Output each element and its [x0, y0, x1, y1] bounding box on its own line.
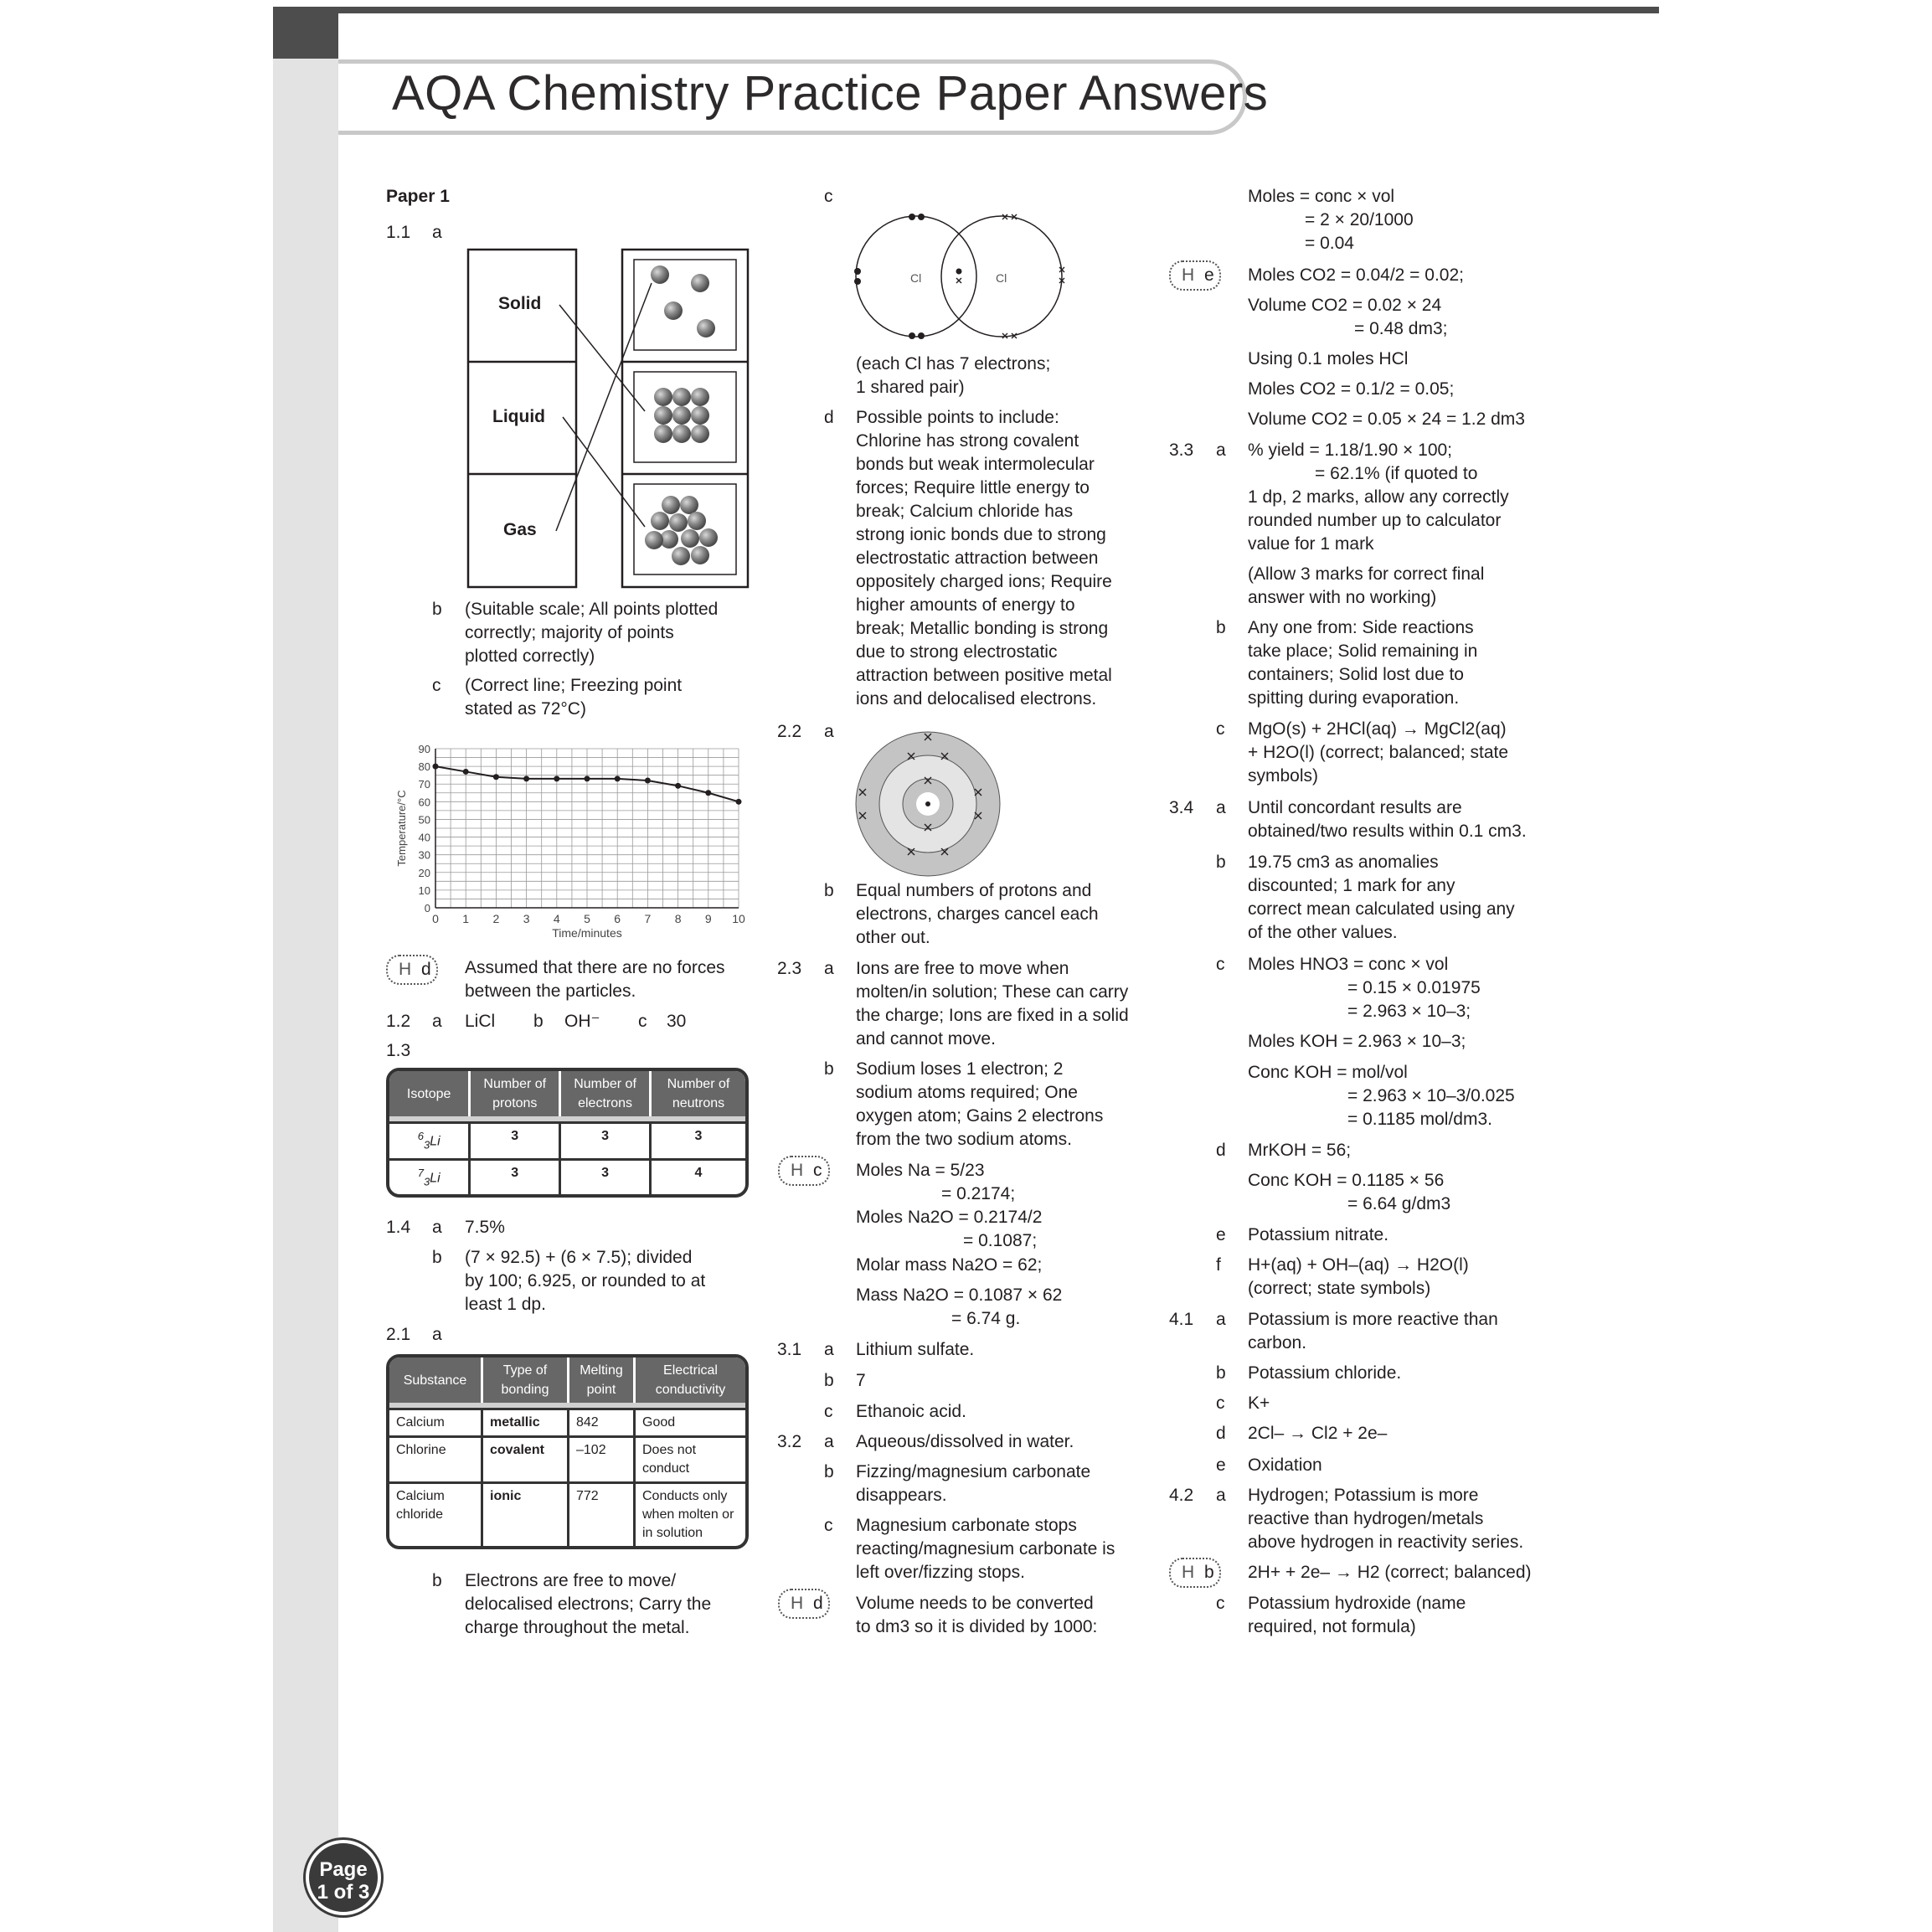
answer-line: (Suitable scale; All points plotted	[465, 600, 719, 619]
answer-line: Any one from: Side reactions	[1248, 618, 1474, 637]
atomic-number: 3	[423, 1138, 430, 1151]
answer-line: reacting/magnesium carbonate is	[856, 1539, 1115, 1558]
question-letter: b	[1216, 1363, 1226, 1383]
table-cell: –102	[569, 1435, 636, 1481]
data-point	[523, 775, 529, 781]
answer-line: Conc KOH = mol/vol	[1248, 1063, 1408, 1082]
answer-line: Possible points to include:	[856, 408, 1059, 427]
question-letter: d	[1216, 1141, 1226, 1160]
table-cell: 842	[569, 1408, 636, 1435]
bonding-table	[386, 1354, 749, 1549]
data-point	[675, 783, 681, 789]
answer-line: required, not formula)	[1248, 1617, 1416, 1636]
answer-line: electrons, charges cancel each	[856, 904, 1099, 924]
answer-line: other out.	[856, 928, 930, 947]
question-letter: e	[1216, 1225, 1226, 1244]
question-number: 4.2	[1169, 1486, 1194, 1505]
table-cell: metallic	[483, 1408, 569, 1435]
x-tick-label: 1	[462, 912, 470, 925]
data-point	[705, 790, 711, 796]
question-letter: a	[1216, 1310, 1226, 1329]
paper-heading: Paper 1	[386, 187, 450, 206]
question-letter: c	[1216, 719, 1225, 739]
higher-tier-badge	[778, 1589, 830, 1619]
question-letter: c	[824, 1402, 833, 1421]
answer-line: oppositely charged ions; Require	[856, 572, 1112, 591]
answer-line: (Allow 3 marks for correct final	[1248, 564, 1485, 584]
table-cell: ionic	[483, 1481, 569, 1546]
higher-tier-h: H	[399, 960, 412, 979]
higher-tier-h: H	[791, 1594, 804, 1613]
answer-line: to dm3 so it is divided by 1000:	[856, 1617, 1098, 1636]
question-number: 1.3	[386, 1041, 411, 1060]
question-number: 4.1	[1169, 1310, 1194, 1329]
answer-line: symbols)	[1248, 766, 1319, 786]
table-cell: 3	[561, 1121, 652, 1158]
electron-dots	[854, 214, 962, 339]
answer-line: carbon.	[1248, 1333, 1307, 1352]
question-number: 2.1	[386, 1325, 411, 1344]
question-letter: c	[824, 187, 833, 206]
table-header: Electrical conductivity	[636, 1358, 745, 1403]
answer-line: 19.75 cm3 as anomalies	[1248, 853, 1439, 872]
question-number: 1.4	[386, 1218, 411, 1237]
table-cell: Chlorine	[389, 1435, 483, 1481]
question-letter: b	[533, 1012, 544, 1031]
answer-line: = 2.963 × 10–3/0.025	[1347, 1086, 1515, 1105]
answer-line: ions and delocalised electrons.	[856, 689, 1097, 708]
answer-line: Conc KOH = 0.1185 × 56	[1248, 1171, 1445, 1190]
answer-text: K+	[1248, 1394, 1270, 1413]
atomic-number: 3	[423, 1175, 430, 1188]
question-letter: b	[824, 1059, 834, 1079]
answer-line: + H2O(l) (correct; balanced; state	[1248, 743, 1509, 762]
y-tick-label: 20	[418, 866, 430, 879]
answer-line: take place; Solid remaining in	[1248, 641, 1478, 661]
answer-line: Potassium hydroxide (name	[1248, 1594, 1466, 1613]
answer-line: Molar mass Na2O = 62;	[856, 1255, 1043, 1275]
mass-number: 6	[417, 1130, 424, 1142]
answer-line: Fizzing/magnesium carbonate	[856, 1462, 1091, 1481]
y-tick-label: 0	[424, 902, 430, 914]
answer-line: obtained/two results within 0.1 cm3.	[1248, 822, 1527, 841]
table-cell: 4	[652, 1158, 745, 1195]
table-header: Number of electrons	[561, 1071, 652, 1116]
state-label-solid: Solid	[498, 294, 542, 313]
data-point	[493, 774, 499, 780]
question-letter: a	[824, 1340, 834, 1359]
table-cell: Calcium	[389, 1408, 483, 1435]
isotope-symbol: $^7_3$Li	[389, 1158, 471, 1195]
answer-line: = 2.963 × 10–3;	[1347, 1002, 1471, 1021]
gas-particles	[651, 265, 715, 337]
answer-line: break; Calcium chloride has	[856, 502, 1074, 521]
atom-label: Cl	[996, 271, 1007, 285]
answer-line: = 2 × 20/1000	[1305, 210, 1414, 229]
x-tick-label: 9	[704, 912, 712, 925]
x-tick-label: 0	[432, 912, 439, 925]
table-header: Number of neutrons	[652, 1071, 745, 1116]
y-tick-label: 40	[418, 831, 430, 844]
data-point	[554, 775, 559, 781]
answer-line: Magnesium carbonate stops	[856, 1516, 1077, 1535]
y-tick-label: 70	[418, 778, 430, 791]
answer-line: Moles HNO3 = conc × vol	[1248, 955, 1449, 974]
answer-line: between the particles.	[465, 981, 636, 1001]
answer-line: = 62.1% (if quoted to	[1315, 464, 1478, 483]
answer-line: least 1 dp.	[465, 1295, 546, 1314]
table-cell: covalent	[483, 1435, 569, 1481]
data-point	[615, 775, 621, 781]
question-letter: c	[824, 1516, 833, 1535]
question-letter: d	[813, 1594, 823, 1613]
isotope-table	[386, 1068, 749, 1198]
data-point	[463, 769, 469, 775]
table-cell: Calcium chloride	[389, 1481, 483, 1546]
y-tick-label: 90	[418, 743, 430, 755]
answer-line: MgO(s) + 2HCl(aq) → MgCl2(aq)	[1248, 719, 1507, 739]
answer-line: bonds but weak intermolecular	[856, 455, 1095, 474]
question-letter: a	[432, 1218, 442, 1237]
table-header: Isotope	[389, 1071, 471, 1116]
question-letter: d	[421, 960, 431, 979]
state-label-gas: Gas	[503, 520, 537, 539]
question-letter: a	[824, 722, 834, 741]
answer-line: Until concordant results are	[1248, 798, 1462, 817]
answer-line: from the two sodium atoms.	[856, 1130, 1072, 1149]
question-letter: a	[432, 1325, 442, 1344]
higher-tier-h: H	[1182, 265, 1195, 285]
question-letter: b	[432, 1248, 442, 1267]
table-cell: Good	[636, 1408, 745, 1435]
answer-line: Moles Na2O = 0.2174/2	[856, 1208, 1043, 1227]
answer-line: Assumed that there are no forces	[465, 958, 725, 977]
answer-line: correctly; majority of points	[465, 623, 674, 642]
question-letter: e	[1216, 1455, 1226, 1475]
data-point	[433, 764, 439, 770]
answer-line: charge throughout the metal.	[465, 1618, 690, 1637]
question-number: 2.3	[777, 959, 802, 978]
answer-line: % yield = 1.18/1.90 × 100;	[1248, 440, 1453, 460]
answer-line: discounted; 1 mark for any	[1248, 876, 1455, 895]
question-letter: c	[1216, 955, 1225, 974]
y-tick-label: 60	[418, 796, 430, 809]
answer-text: 7	[856, 1371, 866, 1390]
higher-tier-badge	[1169, 1558, 1221, 1588]
question-letter: b	[432, 1571, 442, 1590]
answer-line: Ions are free to move when	[856, 959, 1069, 978]
x-tick-label: 10	[732, 912, 745, 925]
answer-line: and cannot move.	[856, 1029, 996, 1048]
answer-line: value for 1 mark	[1248, 534, 1374, 554]
answer-line: Moles KOH = 2.963 × 10–3;	[1248, 1032, 1466, 1051]
question-letter: a	[1216, 798, 1226, 817]
answer-line: the charge; Ions are fixed in a solid	[856, 1006, 1129, 1025]
answer-line: correct mean calculated using any	[1248, 899, 1515, 919]
table-row	[389, 1121, 745, 1158]
answer-line: H+(aq) + OH–(aq) → H2O(l)	[1248, 1255, 1469, 1275]
cooling-curve-chart	[390, 737, 759, 946]
question-letter: b	[432, 600, 442, 619]
answer-line: delocalised electrons; Carry the	[465, 1595, 712, 1614]
question-number: 3.1	[777, 1340, 802, 1359]
y-tick-label: 80	[418, 760, 430, 774]
question-letter: a	[824, 1432, 834, 1451]
question-letter: a	[824, 959, 834, 978]
answer-text: Potassium chloride.	[1248, 1363, 1402, 1383]
answer-line: electrostatic attraction between	[856, 549, 1099, 568]
answer-text: Lithium sulfate.	[856, 1340, 975, 1359]
question-number: 3.2	[777, 1432, 802, 1451]
answer-line: due to strong electrostatic	[856, 642, 1058, 662]
answer-line: = 6.74 g.	[951, 1309, 1021, 1328]
chlorine-dot-cross-diagram	[849, 209, 1067, 343]
page-number-badge	[306, 1840, 381, 1915]
y-axis-label: Temperature/°C	[395, 790, 408, 867]
electron-crosses	[956, 214, 1064, 338]
answer-line: oxygen atom; Gains 2 electrons	[856, 1106, 1104, 1126]
question-letter: a	[1216, 1486, 1226, 1505]
table-header: Substance	[389, 1358, 483, 1403]
x-tick-label: 5	[584, 912, 590, 925]
answer-line: (7 × 92.5) + (6 × 7.5); divided	[465, 1248, 693, 1267]
isotope-symbol: $^6_3$Li	[389, 1121, 471, 1158]
answer-line: disappears.	[856, 1486, 947, 1505]
answer-text: Aqueous/dissolved in water.	[856, 1432, 1074, 1451]
table-header: Type of bonding	[483, 1358, 569, 1403]
answer-line: containers; Solid lost due to	[1248, 665, 1464, 684]
page-title: AQA Chemistry Practice Paper Answers	[392, 66, 1269, 121]
answer-text: LiCl	[465, 1012, 496, 1031]
answer-line: MrKOH = 56;	[1248, 1141, 1352, 1160]
higher-tier-badge	[1169, 260, 1221, 291]
table-cell: Does not conduct	[636, 1435, 745, 1481]
answer-line: (Correct line; Freezing point	[465, 676, 683, 695]
table-row	[389, 1435, 745, 1481]
answer-text: 2Cl– → Cl2 + 2e–	[1248, 1424, 1388, 1443]
question-letter: b	[1216, 853, 1226, 872]
answer-line: Chlorine has strong covalent	[856, 431, 1079, 451]
answer-line: Using 0.1 moles HCl	[1248, 349, 1409, 368]
answer-line: Sodium loses 1 electron; 2	[856, 1059, 1064, 1079]
y-tick-label: 30	[418, 848, 430, 862]
question-letter: a	[432, 223, 442, 242]
answer-line: Moles Na = 5/23	[856, 1161, 985, 1180]
question-letter: d	[824, 408, 834, 427]
answer-line: by 100; 6.925, or rounded to at	[465, 1271, 706, 1291]
answer-line: Equal numbers of protons and	[856, 881, 1092, 900]
answer-line: Moles = conc × vol	[1248, 187, 1395, 206]
answer-line: = 0.1185 mol/dm3.	[1347, 1110, 1492, 1129]
x-tick-label: 2	[492, 912, 500, 925]
answer-line: Hydrogen; Potassium is more	[1248, 1486, 1479, 1505]
question-letter: a	[1216, 440, 1226, 460]
question-letter: f	[1216, 1255, 1221, 1275]
answer-line: (correct; state symbols)	[1248, 1279, 1431, 1298]
answer-line: = 6.64 g/dm3	[1347, 1194, 1451, 1213]
higher-tier-badge	[778, 1156, 830, 1186]
answer-line: Mass Na2O = 0.1087 × 62	[856, 1285, 1063, 1305]
answer-line: answer with no working)	[1248, 588, 1437, 607]
answer-line: reactive than hydrogen/metals	[1248, 1509, 1484, 1528]
answer-line: Volume CO2 = 0.05 × 24 = 1.2 dm3	[1248, 410, 1525, 429]
question-number: 1.1	[386, 223, 411, 242]
question-letter: b	[1216, 618, 1226, 637]
question-letter: d	[1216, 1424, 1226, 1443]
answer-line: attraction between positive metal	[856, 666, 1112, 685]
answer-line: Moles CO2 = 0.04/2 = 0.02;	[1248, 265, 1464, 285]
answer-line: left over/fizzing stops.	[856, 1563, 1025, 1582]
solid-particles	[654, 388, 709, 443]
answer-line: above hydrogen in reactivity series.	[1248, 1533, 1524, 1552]
table-cell: Conducts only when molten or in solution	[636, 1481, 745, 1546]
question-letter: c	[432, 676, 441, 695]
y-tick-label: 10	[418, 884, 430, 897]
answer-line: 1 dp, 2 marks, allow any correctly	[1248, 487, 1509, 507]
sidebar-strip	[273, 7, 338, 1932]
question-letter: c	[1216, 1394, 1225, 1413]
question-letter: c	[638, 1012, 647, 1031]
answer-line: Potassium is more reactive than	[1248, 1310, 1498, 1329]
answer-line: strong ionic bonds due to strong	[856, 525, 1106, 544]
y-tick-label: 50	[418, 813, 430, 827]
answer-text: Oxidation	[1248, 1455, 1322, 1475]
higher-tier-h: H	[1182, 1563, 1195, 1582]
x-tick-label: 6	[614, 912, 621, 925]
answer-line: = 0.15 × 0.01975	[1347, 978, 1481, 997]
answer-line: sodium atoms required; One	[856, 1083, 1078, 1102]
ion-electron-diagram	[853, 729, 1003, 879]
table-cell: 3	[471, 1121, 561, 1158]
answer-line: plotted correctly)	[465, 647, 595, 666]
answer-line: Moles CO2 = 0.1/2 = 0.05;	[1248, 379, 1455, 399]
x-tick-label: 3	[523, 912, 530, 925]
answer-text: Ethanoic acid.	[856, 1402, 966, 1421]
answer-line: Volume needs to be converted	[856, 1594, 1094, 1613]
answer-text: 2H+ + 2e– → H2 (correct; balanced)	[1248, 1563, 1532, 1582]
table-cell: 3	[652, 1121, 745, 1158]
answer-line: Volume CO2 = 0.02 × 24	[1248, 296, 1442, 315]
answer-line: molten/in solution; These can carry	[856, 982, 1129, 1002]
question-number: 1.2	[386, 1012, 411, 1031]
table-cell: 772	[569, 1481, 636, 1546]
question-letter: b	[824, 881, 834, 900]
question-letter: a	[432, 1012, 442, 1031]
table-header: Melting point	[569, 1358, 636, 1403]
answer-line: of the other values.	[1248, 923, 1398, 942]
question-number: 2.2	[777, 722, 802, 741]
table-row	[389, 1481, 745, 1546]
question-letter: b	[1204, 1563, 1214, 1582]
x-tick-label: 7	[644, 912, 652, 925]
answer-line: = 0.1087;	[963, 1231, 1038, 1250]
answer-line: 1 shared pair)	[856, 378, 965, 397]
question-letter: b	[824, 1371, 834, 1390]
data-point	[645, 778, 651, 784]
answer-line: Electrons are free to move/	[465, 1571, 677, 1590]
data-point	[585, 775, 590, 781]
atom-label: Cl	[910, 271, 922, 285]
higher-tier-badge	[386, 955, 438, 985]
answer-line: spitting during evaporation.	[1248, 688, 1460, 708]
answer-text: 7.5%	[465, 1218, 505, 1237]
table-cell: 3	[471, 1158, 561, 1195]
x-tick-label: 8	[674, 912, 682, 925]
question-letter: b	[824, 1462, 834, 1481]
x-axis-label: Time/minutes	[552, 926, 622, 940]
table-row	[389, 1408, 745, 1435]
top-rule	[338, 7, 1659, 13]
answer-line: = 0.04	[1305, 234, 1354, 253]
answer-line: stated as 72°C)	[465, 699, 586, 719]
answer-line: = 0.48 dm3;	[1354, 319, 1448, 338]
question-number: 3.3	[1169, 440, 1194, 460]
answer-line: rounded number up to calculator	[1248, 511, 1502, 530]
question-letter: c	[1216, 1594, 1225, 1613]
answer-line: higher amounts of energy to	[856, 595, 1075, 615]
answer-line: (each Cl has 7 electrons;	[856, 354, 1051, 374]
table-header: Number of protons	[471, 1071, 561, 1116]
answer-text: OH⁻	[564, 1012, 600, 1031]
liquid-particles	[645, 496, 718, 565]
state-label-liquid: Liquid	[492, 407, 545, 426]
question-letter: c	[813, 1161, 822, 1180]
x-tick-label: 4	[553, 912, 560, 925]
question-number: 3.4	[1169, 798, 1194, 817]
sidebar-header-block	[273, 7, 338, 59]
answer-line: break; Metallic bonding is strong	[856, 619, 1109, 638]
page-count: 1 of 3	[317, 1881, 370, 1904]
answer-text: 30	[667, 1012, 687, 1031]
higher-tier-h: H	[791, 1161, 804, 1180]
answer-line: forces; Require little energy to	[856, 478, 1090, 497]
page-label: Page	[319, 1858, 368, 1881]
mass-number: 7	[417, 1166, 424, 1179]
answer-line: = 0.2174;	[941, 1184, 1016, 1203]
answer-text: Potassium nitrate.	[1248, 1225, 1389, 1244]
data-point	[736, 799, 742, 805]
table-row	[389, 1158, 745, 1195]
question-letter: e	[1204, 265, 1214, 285]
table-cell: 3	[561, 1158, 652, 1195]
